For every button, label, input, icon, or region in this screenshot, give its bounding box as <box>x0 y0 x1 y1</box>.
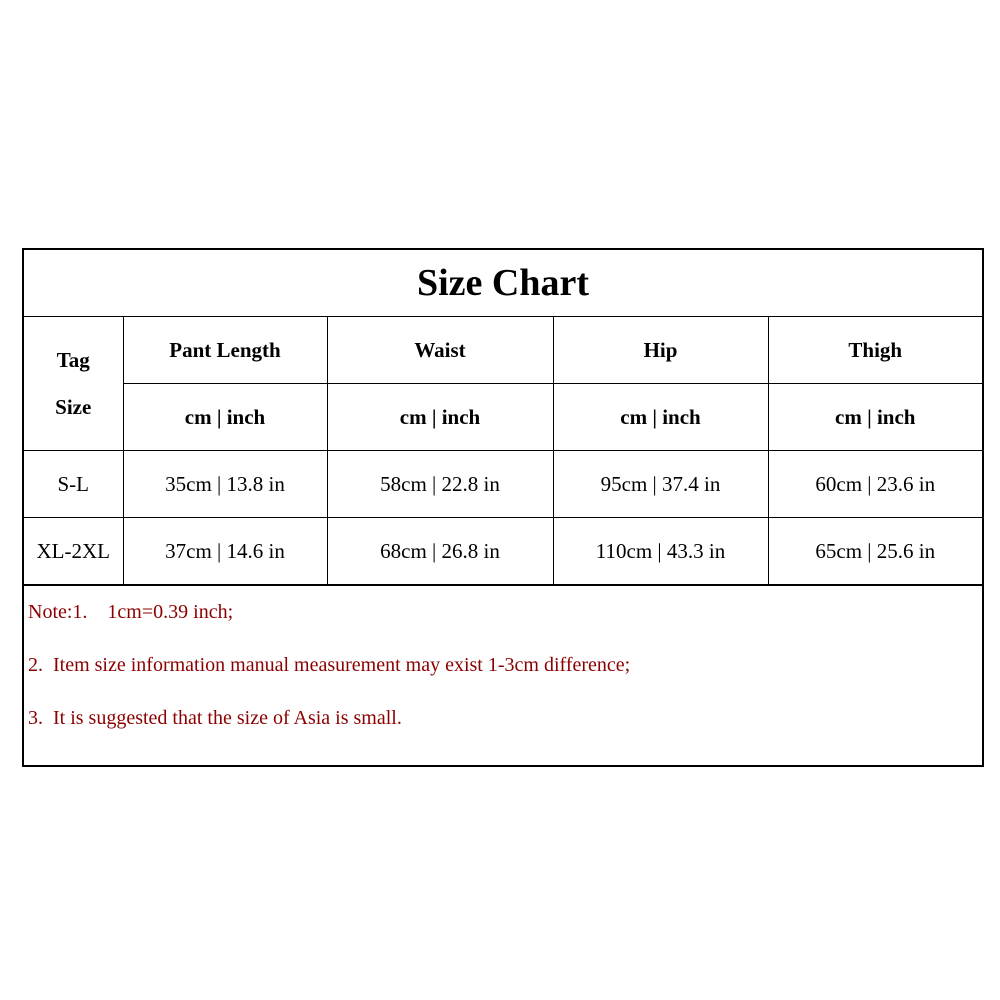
unit-label-pant-length: cm | inch <box>123 384 327 451</box>
chart-title: Size Chart <box>24 250 982 317</box>
note-1: Note:1. 1cm=0.39 inch; <box>28 601 234 623</box>
hip-cell: 110cm | 43.3 in <box>553 518 768 585</box>
size-label: Size <box>55 394 92 419</box>
column-header-pant-length: Pant Length <box>123 317 327 384</box>
column-header-hip: Hip <box>553 317 768 384</box>
waist-cell: 58cm | 22.8 in <box>327 451 553 518</box>
tag-label: Tag <box>56 347 90 372</box>
header-row <box>24 317 982 384</box>
column-header-waist: Waist <box>327 317 553 384</box>
unit-label-hip: cm | inch <box>553 384 768 451</box>
pant-length-cell: 37cm | 14.6 in <box>123 518 327 585</box>
size-chart <box>22 248 984 767</box>
size-cell: XL-2XL <box>24 518 123 585</box>
table-row <box>24 451 982 518</box>
unit-row <box>24 384 982 451</box>
thigh-cell: 65cm | 25.6 in <box>768 518 982 585</box>
hip-cell: 95cm | 37.4 in <box>553 451 768 518</box>
thigh-cell: 60cm | 23.6 in <box>768 451 982 518</box>
waist-cell: 68cm | 26.8 in <box>327 518 553 585</box>
pant-length-cell: 35cm | 13.8 in <box>123 451 327 518</box>
size-table <box>24 317 982 585</box>
tag-size-header <box>24 317 123 451</box>
notes-section <box>24 585 982 730</box>
column-header-thigh: Thigh <box>768 317 982 384</box>
unit-label-thigh: cm | inch <box>768 384 982 451</box>
size-cell: S-L <box>24 451 123 518</box>
unit-label-waist: cm | inch <box>327 384 553 451</box>
table-row <box>24 518 982 585</box>
note-2: 2. Item size information manual measurement may exist 1-3cm difference; <box>28 654 631 676</box>
note-3: 3. It is suggested that the size of Asia is small. <box>28 707 402 729</box>
